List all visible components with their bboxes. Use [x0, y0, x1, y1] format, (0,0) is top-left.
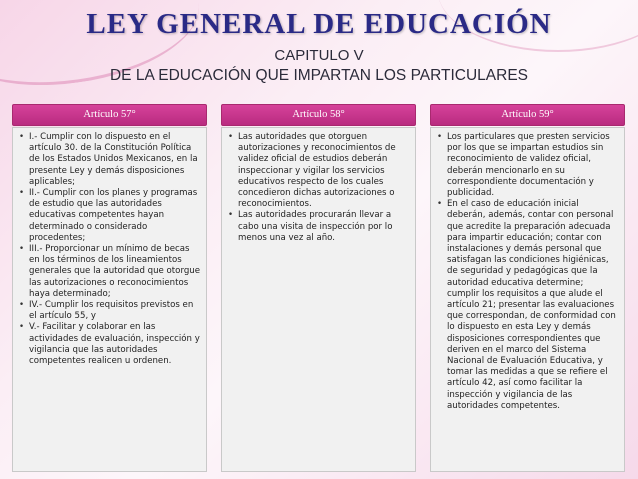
page-title: LEY GENERAL DE EDUCACIÓN — [86, 8, 552, 40]
chapter-subtitle: DE LA EDUCACIÓN QUE IMPARTAN LOS PARTICULARES — [109, 67, 529, 84]
list-item: • II.- Cumplir con los planes y programas de estudio que las autoridades educativas competentes hayan determinado o considerado procedentes; — [29, 188, 200, 244]
bullet-list — [435, 132, 618, 412]
column-article-58 — [221, 104, 416, 472]
list-item: • Las autoridades que otorguen autorizaciones y reconocimientos de validez oficial de estudios deberán inspeccionar y vigilar los servicios educativos respecto de los cuales concedieron dichas autorizaciones o reconocimientos. — [238, 132, 409, 210]
list-item: • V.- Facilitar y colaborar en las actividades de evaluación, inspección y vigilancia que las autoridades competentes realicen u ordenen. — [29, 322, 200, 367]
list-item: • En el caso de educación inicial deberán, además, contar con personal que acredite la preparación adecuada para impartir educación; contar con instalaciones y demás personal que satisfagan las condiciones higiénicas, de seguridad y pedagógicas que la autoridad educativa determine; cumplir los requisitos a que alude el artículo 21; presentar las evaluaciones que correspondan, de conformidad con lo dispuesto en esta Ley y demás disposiciones correspondientes que deriven en el marco del Sistema Nacional de Evaluación Educativa, y tomar las medidas a que se refiere el artículo 42, así como facilitar la inspección y vigilancia de las autoridades competentes. — [447, 199, 618, 412]
column-article-59 — [430, 104, 625, 472]
list-item: • Las autoridades procurarán llevar a cabo una visita de inspección por lo menos una vez al año. — [238, 210, 409, 244]
column-body — [221, 127, 416, 472]
column-body — [12, 127, 207, 472]
list-item: • Los particulares que presten servicios por los que se impartan estudios sin reconocimiento de validez oficial, deberán mencionarlo en su correspondiente documentación y publicidad. — [447, 132, 618, 199]
column-heading: Artículo 57° — [12, 104, 207, 126]
list-item: • IV.- Cumplir los requisitos previstos en el artículo 55, y — [29, 300, 200, 322]
column-heading: Artículo 59° — [430, 104, 625, 126]
column-article-57 — [12, 104, 207, 472]
column-body — [430, 127, 625, 472]
chapter-title: CAPITULO V — [274, 47, 364, 64]
list-item: • III.- Proporcionar un mínimo de becas en los términos de los lineamientos generales que la autoridad que otorgue las autorizaciones o reconocimientos haya determinado; — [29, 244, 200, 300]
column-heading: Artículo 58° — [221, 104, 416, 126]
bullet-list — [226, 132, 409, 244]
bullet-list — [17, 132, 200, 367]
list-item: • I.- Cumplir con lo dispuesto en el artículo 30. de la Constitución Política de los Estados Unidos Mexicanos, en la presente Ley y demás disposiciones aplicables; — [29, 132, 200, 188]
